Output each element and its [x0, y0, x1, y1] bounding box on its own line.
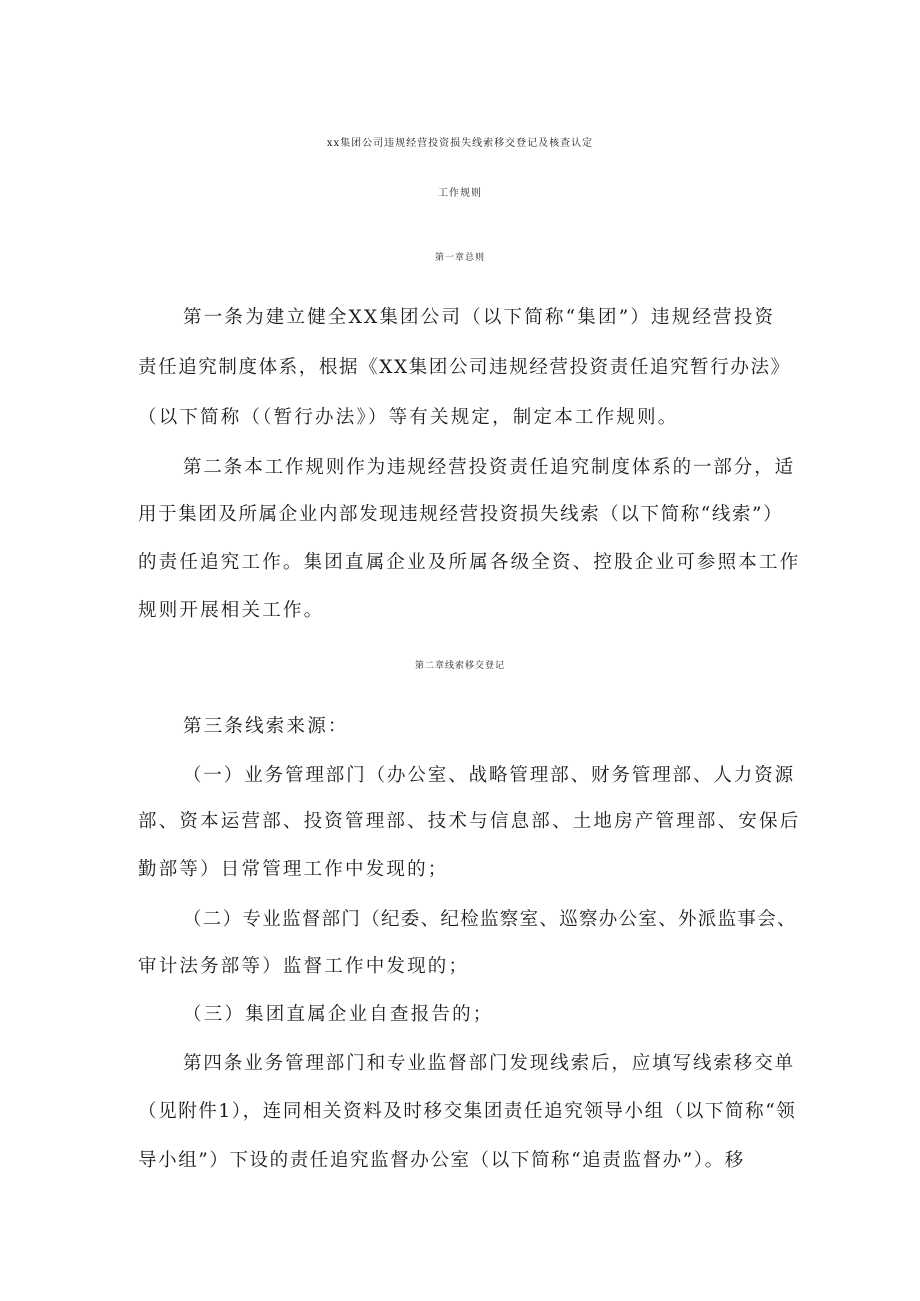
paragraph-line: 审计法务部等）监督工作中发现的； [138, 956, 470, 977]
paragraph-line: 勤部等）日常管理工作中发现的； [138, 859, 449, 880]
document-title-line-2: 工作规则 [438, 188, 482, 199]
chapter-1-heading: 第一章总则 [434, 253, 485, 263]
paragraph-line: 的责任追究工作。集团直属企业及所属各级全资、控股企业可参照本工作 [138, 552, 801, 573]
chapter-2-heading: 第二章线索移交登记 [414, 661, 505, 671]
paragraph-line: （见附件1），连同相关资料及时移交集团责任追究领导小组（以下简称“领 [138, 1101, 797, 1122]
paragraph-line: 规则开展相关工作。 [138, 600, 325, 621]
paragraph-line: 第二条本工作规则作为违规经营投资责任追究制度体系的一部分，适 [183, 457, 796, 478]
document-title-line-1: xx集团公司违规经营投资损失线索移交登记及核查认定 [326, 138, 594, 149]
paragraph-line: （三）集团直属企业自查报告的； [183, 1004, 494, 1025]
paragraph-line: （二）专业监督部门（纪委、纪检监察室、巡察办公室、外派监事会、 [183, 909, 797, 930]
paragraph-line: （以下简称（（暂行办法》）等有关规定，制定本工作规则。 [138, 407, 679, 428]
paragraph-line: 责任追究制度体系，根据《XX集团公司违规经营投资责任追究暂行办法》 [138, 357, 791, 378]
paragraph-line: 部、资本运营部、投资管理部、技术与信息部、土地房产管理部、安保后 [138, 811, 801, 832]
paragraph-line: 用于集团及所属企业内部发现违规经营投资损失线索（以下简称“线索”） [138, 504, 784, 525]
paragraph-line: 第三条线索来源： [183, 716, 349, 737]
paragraph-line: 第一条为建立健全XX集团公司（以下简称“集团”）违规经营投资 [183, 307, 776, 328]
paragraph-line: 第四条业务管理部门和专业监督部门发现线索后，应填写线索移交单 [183, 1053, 796, 1074]
paragraph-line: （一）业务管理部门（办公室、战略管理部、财务管理部、人力资源 [183, 765, 796, 786]
paragraph-line: 导小组”）下设的责任追究监督办公室（以下简称“追责监督办”）。移 [138, 1150, 745, 1171]
